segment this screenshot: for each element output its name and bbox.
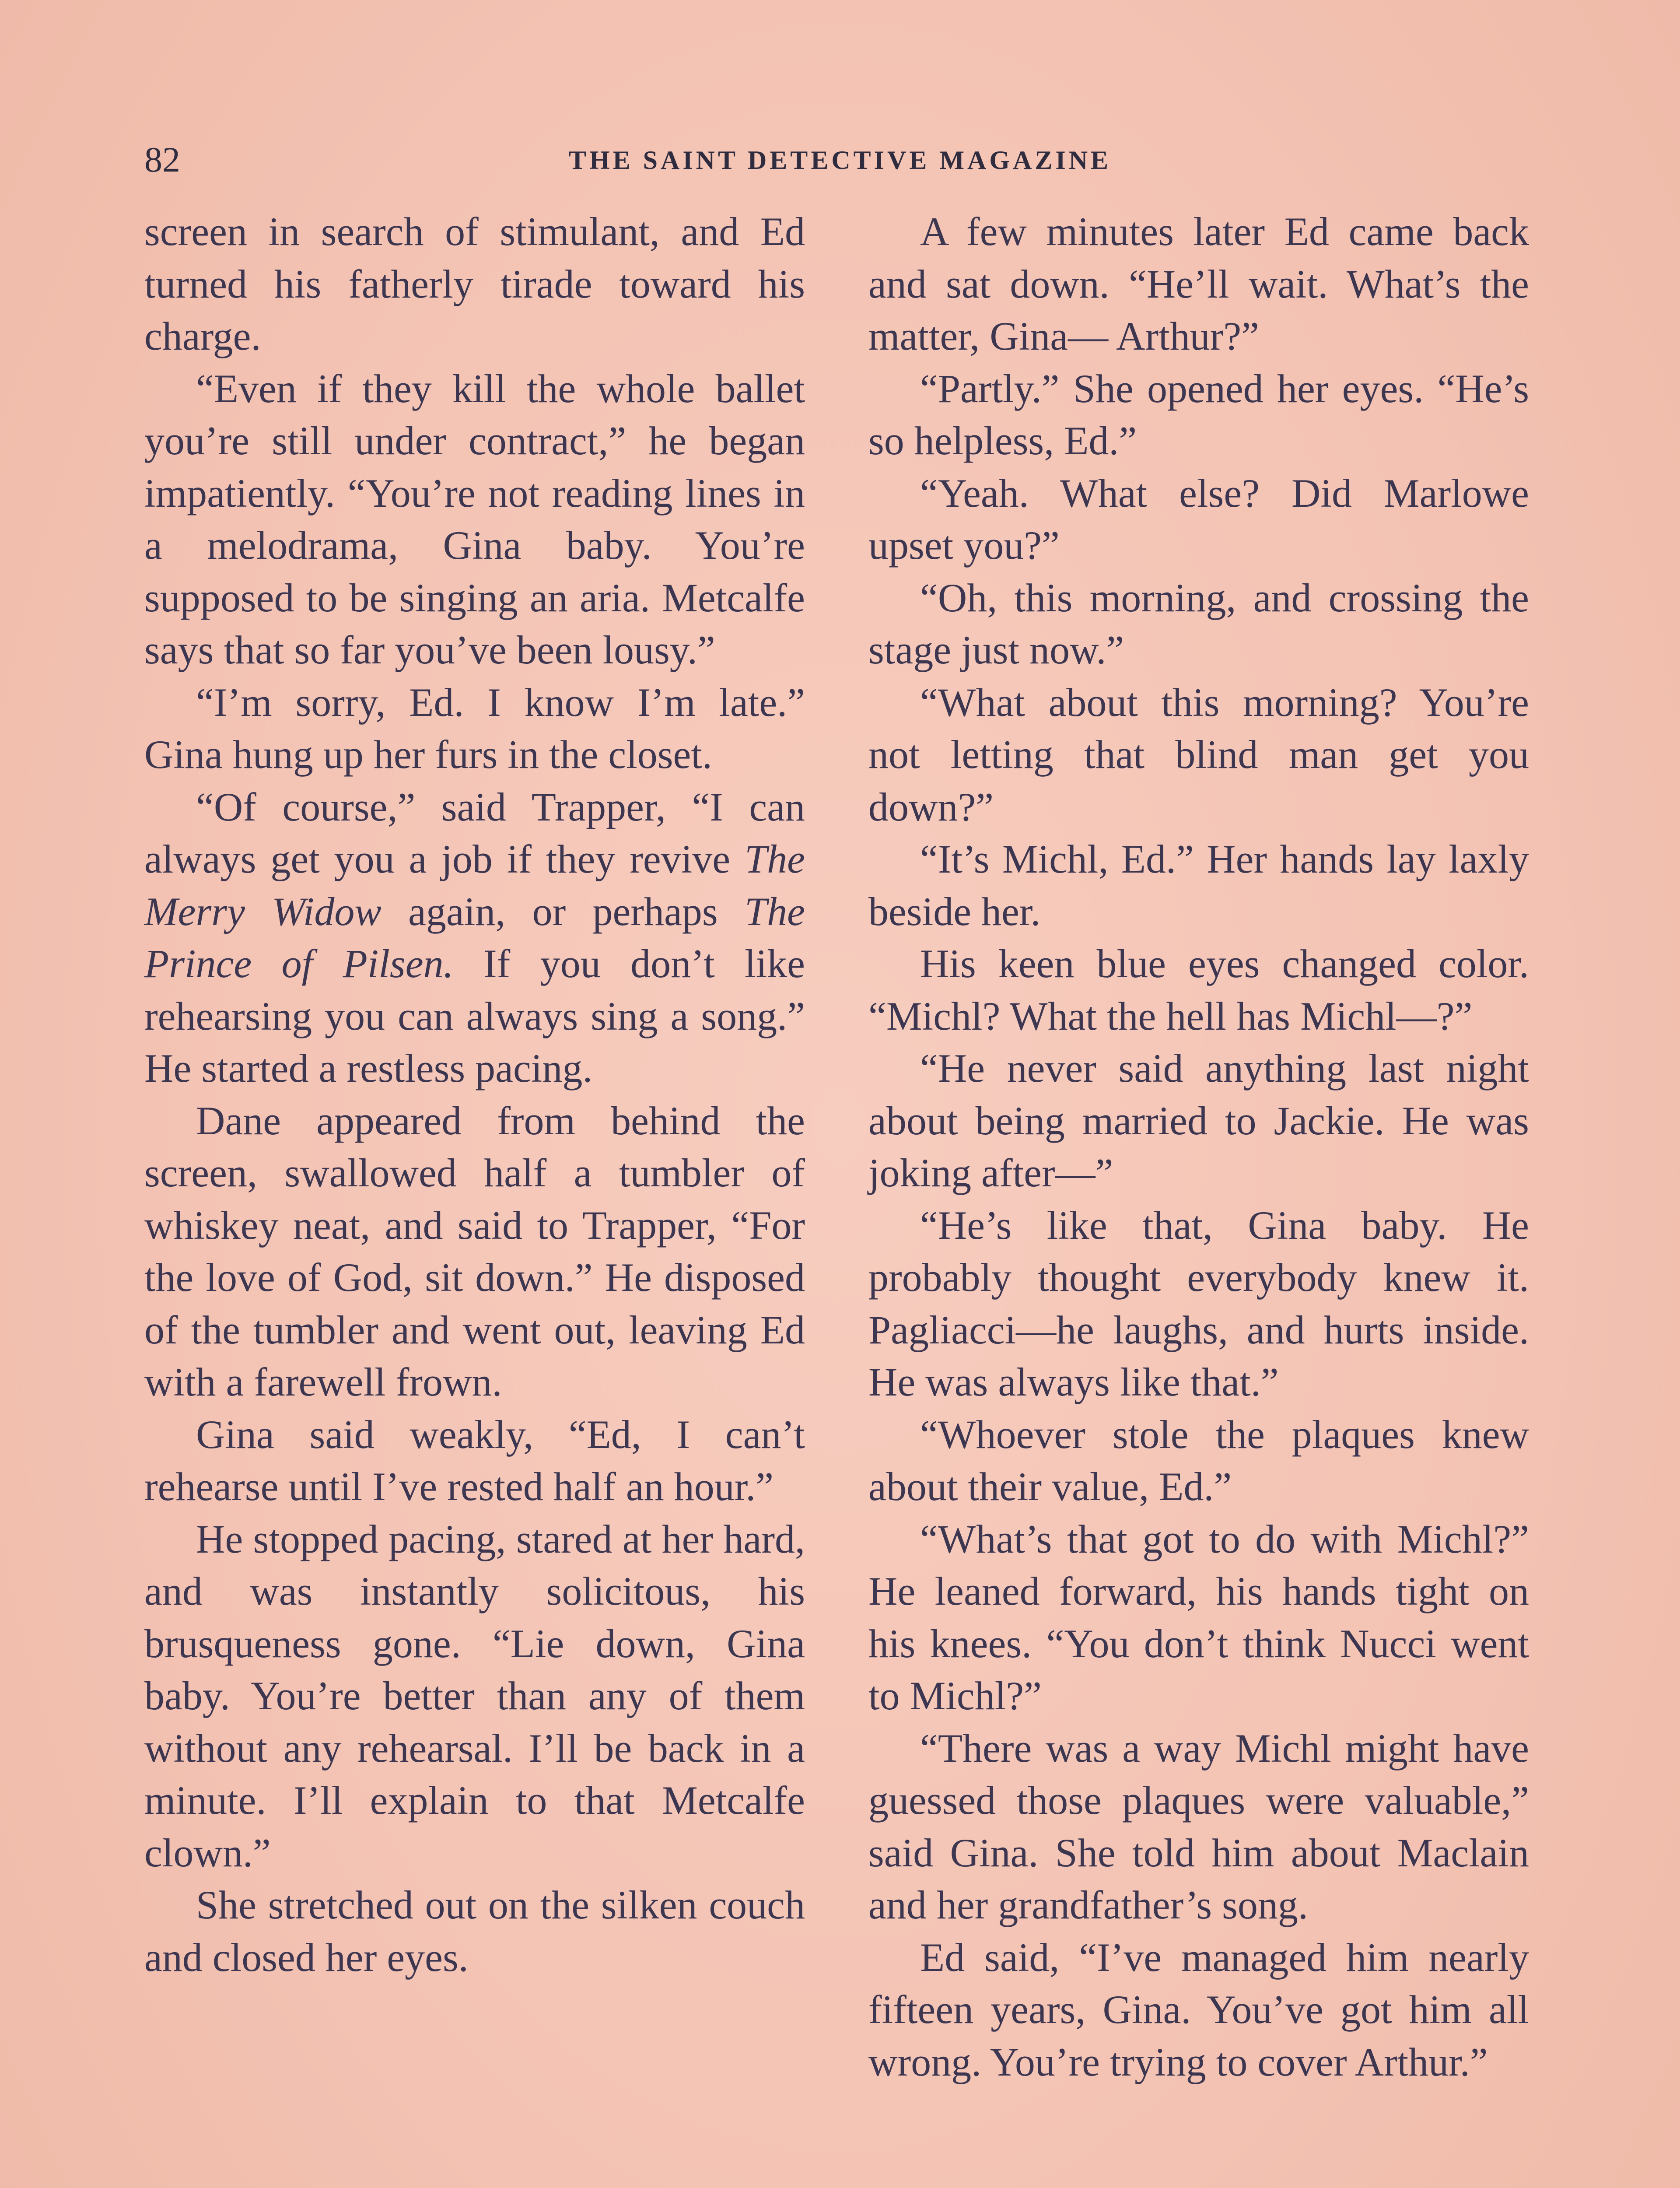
paragraph: His keen blue eyes changed color. “Michl? What the hell has Michl—?” bbox=[868, 941, 1529, 1038]
italic-title: The Prince of Pilsen. bbox=[144, 889, 805, 986]
paragraph: Ed said, “I’ve managed him nearly fifteen years, Gina. You’ve got him all wrong. You’re trying to cover Arthur.” bbox=[868, 1935, 1529, 2084]
paragraph: “Oh, this morning, and crossing the stage just now.” bbox=[868, 575, 1529, 672]
page-header bbox=[144, 139, 1536, 179]
paragraph: “I’m sorry, Ed. I know I’m late.” Gina hung up her furs in the closet. bbox=[144, 680, 805, 777]
paragraph: She stretched out on the silken couch and closed her eyes. bbox=[144, 1883, 805, 1980]
paragraph: “He’s like that, Gina baby. He probably thought everybody knew it. Pagliacci—he laughs, and hurts inside. He was always like that.” bbox=[868, 1203, 1529, 1404]
text-run: If you don’t like rehearsing you can always sing a song.” He started a restless pacing. bbox=[144, 941, 805, 1090]
right-column bbox=[868, 206, 1529, 2088]
paragraph: “There was a way Michl might have guessed those plaques were valuable,” said Gina. She told him about Maclain and her grandfather’s song. bbox=[868, 1725, 1529, 1927]
paragraph bbox=[144, 781, 805, 1095]
paragraph: He stopped pacing, stared at her hard, and was instantly solicitous, his brusqueness gone. “Lie down, Gina baby. You’re better than any of them without any rehearsal. I’ll be back in a minute. I’ll explain to that Metcalfe clown.” bbox=[144, 1516, 805, 1875]
paragraph: Gina said weakly, “Ed, I can’t rehearse until I’ve rested half an hour.” bbox=[144, 1412, 805, 1509]
running-title: THE SAINT DETECTIVE MAGAZINE bbox=[568, 146, 1112, 175]
paragraph: “He never said anything last night about being married to Jackie. He was joking after—” bbox=[868, 1046, 1529, 1195]
text-run: “Of course,” said Trapper, “I can always get you a job if they revive bbox=[144, 784, 805, 881]
page-number: 82 bbox=[144, 140, 180, 179]
paragraph: “What about this morning? You’re not letting that blind man get you down?” bbox=[868, 680, 1529, 829]
paragraph: A few minutes later Ed came back and sat down. “He’ll wait. What’s the matter, Gina— Arthur?” bbox=[868, 209, 1529, 358]
paragraph: “It’s Michl, Ed.” Her hands lay laxly beside her. bbox=[868, 837, 1529, 934]
paragraph: Dane appeared from behind the screen, swallowed half a tumbler of whiskey neat, and said to Trapper, “For the love of God, sit down.” He disposed of the tumbler and went out, leaving Ed with a farewell frown. bbox=[144, 1098, 805, 1404]
italic-title: The Merry Widow bbox=[144, 837, 805, 934]
paragraph: “Partly.” She opened her eyes. “He’s so helpless, Ed.” bbox=[868, 366, 1529, 463]
text-run: again, or perhaps bbox=[408, 889, 718, 934]
paragraph: screen in search of stimulant, and Ed turned his fatherly tirade toward his charge. bbox=[144, 209, 805, 358]
paragraph: “Whoever stole the plaques knew about their value, Ed.” bbox=[868, 1412, 1529, 1509]
left-column bbox=[144, 206, 805, 1984]
paragraph: “What’s that got to do with Michl?” He leaned forward, his hands tight on his knees. “You don’t think Nucci went to Michl?” bbox=[868, 1516, 1529, 1718]
paragraph: “Even if they kill the whole ballet you’re still under contract,” he began impatiently. “You’re not reading lines in a melodrama, Gina baby. You’re supposed to be singing an aria. Metcalfe says that so far you’ve been lousy.” bbox=[144, 366, 805, 672]
paragraph: “Yeah. What else? Did Marlowe upset you?” bbox=[868, 470, 1529, 568]
